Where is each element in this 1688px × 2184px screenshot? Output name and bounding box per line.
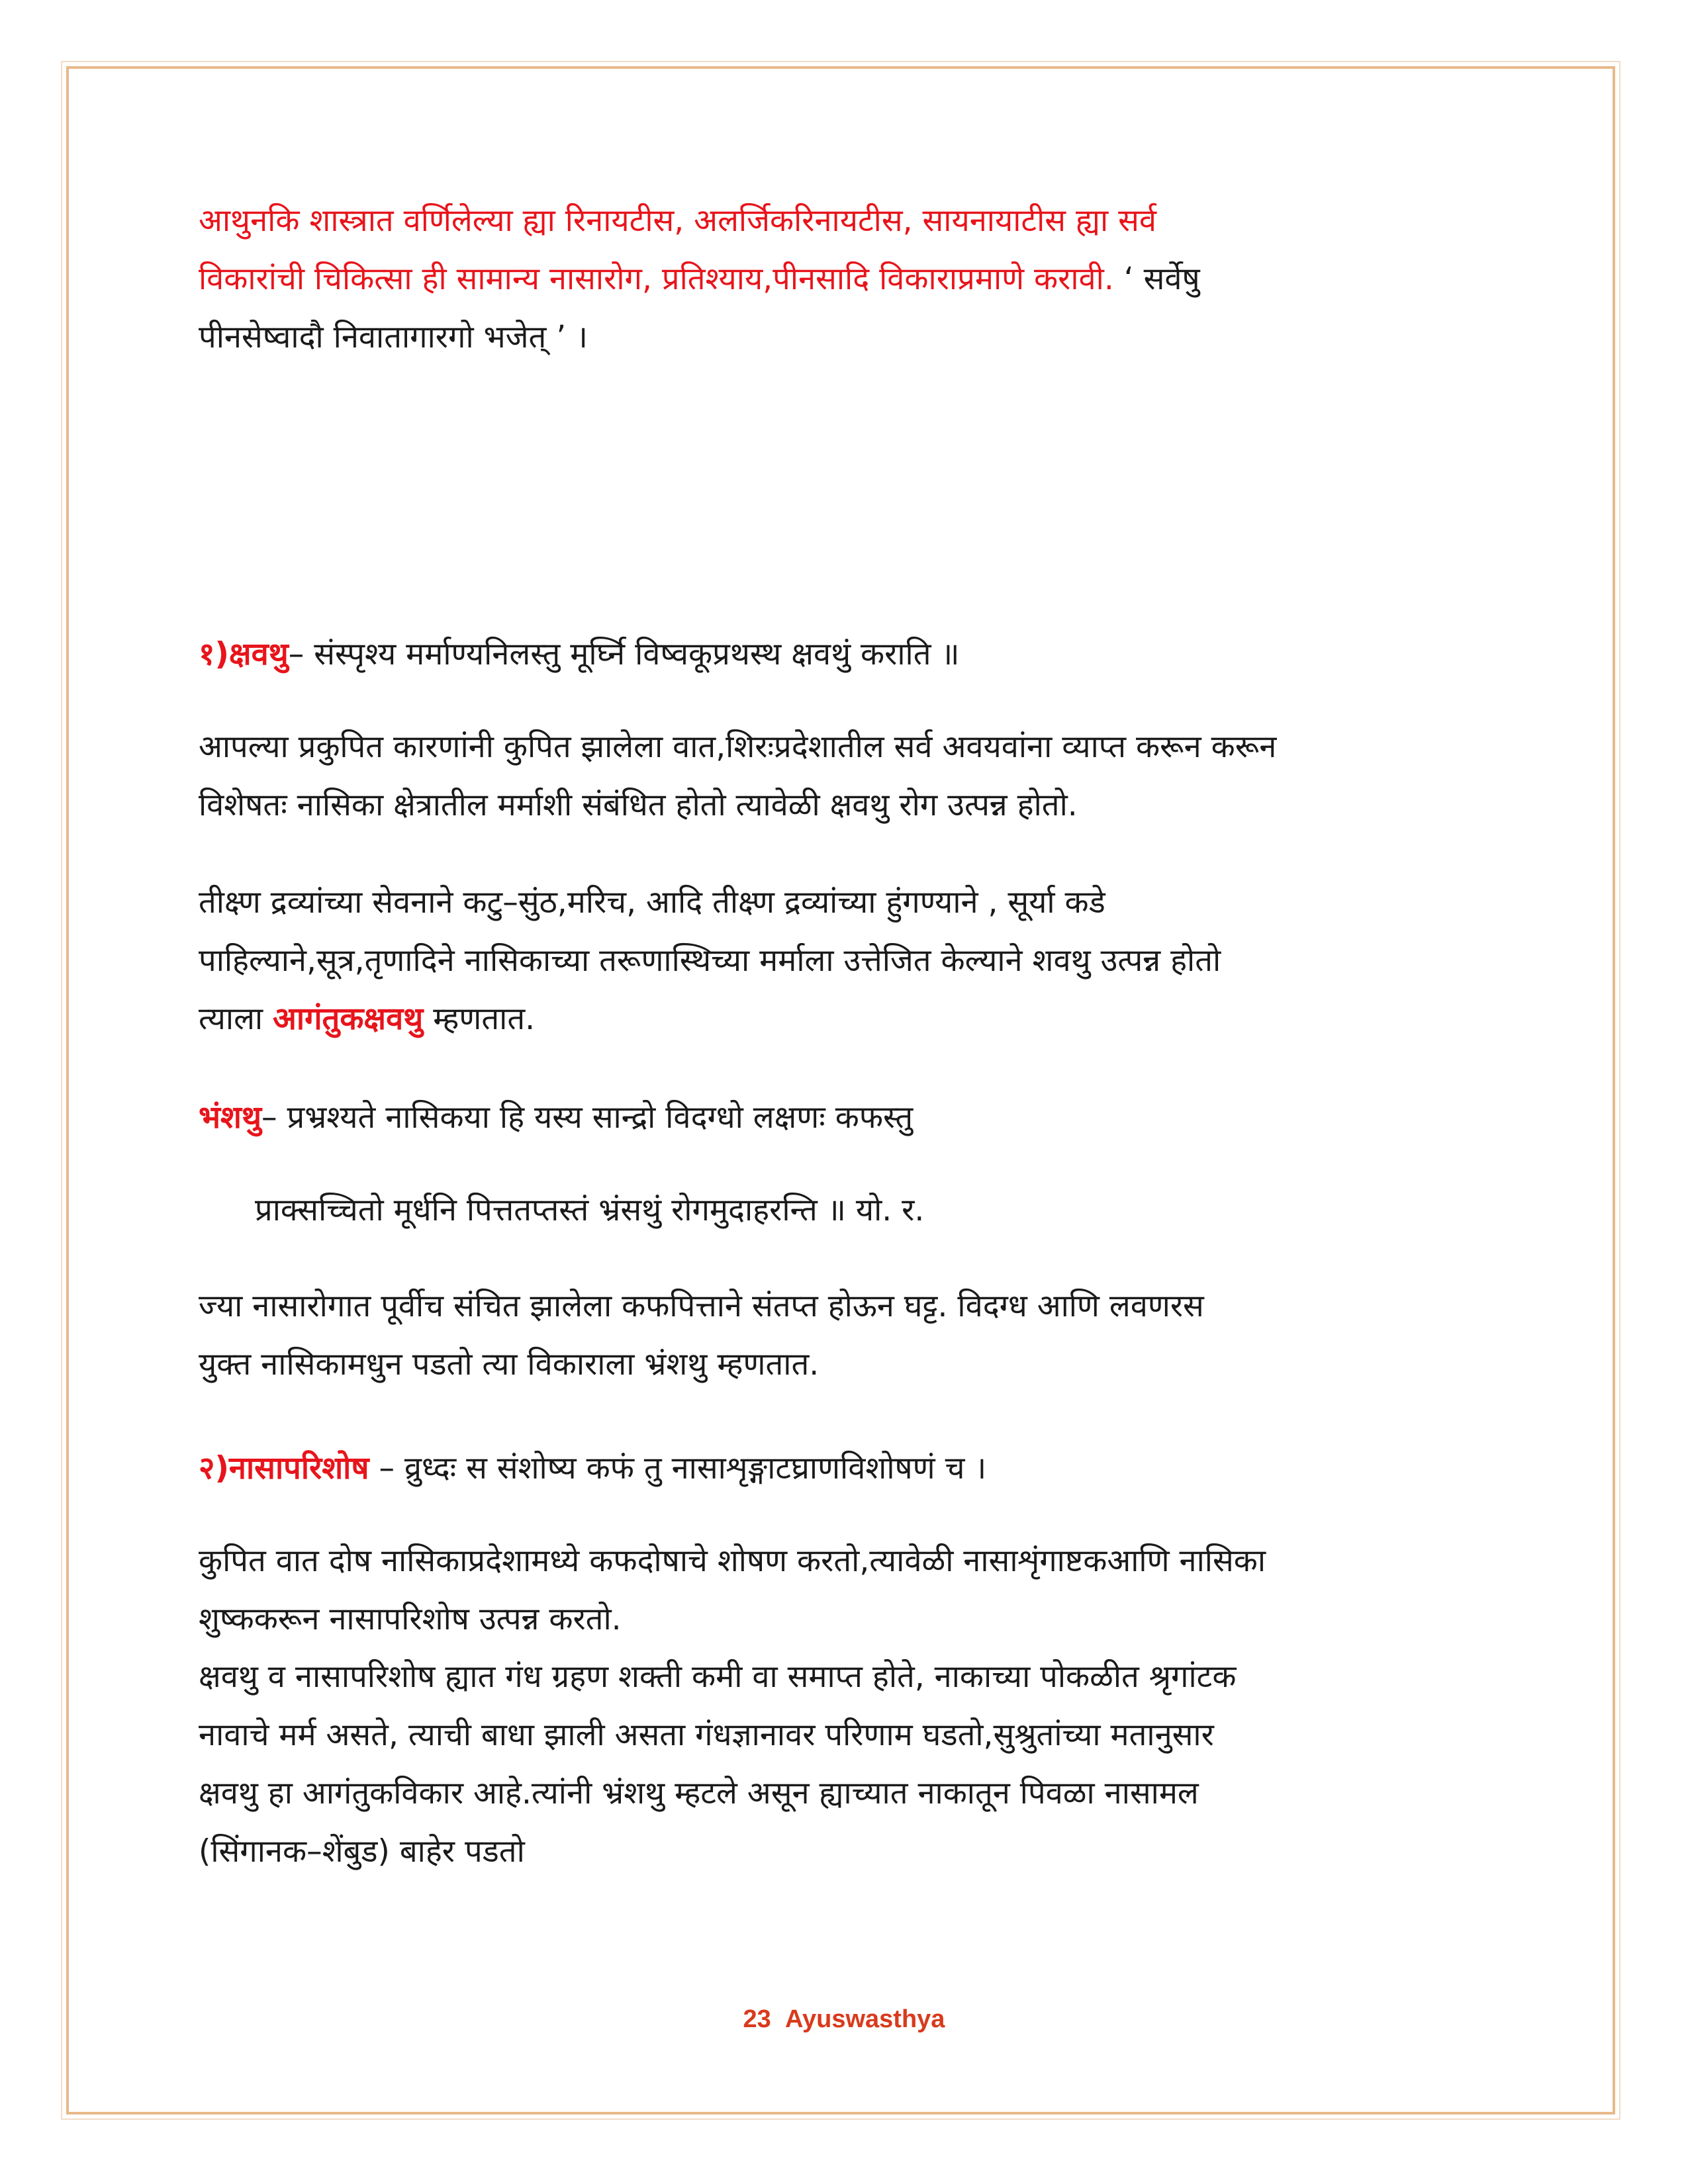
kshavathu-heading-line xyxy=(199,625,1496,684)
aagantuk-kshavathu-term: आगंतुकक्षवथु xyxy=(273,1001,424,1037)
nasaparishosh-p2-line-4: (सिंगानक–शेंबुड) बाहेर पडतो xyxy=(199,1833,525,1870)
kshavathu-shloka: – संस्पृश्य मर्माण्यनिलस्तु मूर्घ्नि विष्वकूप्रथस्थ क्षवथुं कराति ॥ xyxy=(288,636,960,672)
page-footer xyxy=(0,2005,1688,2034)
kshavathu-paragraph-2 xyxy=(199,874,1496,1048)
nasaparishosh-p1-line-2: शुष्ककरून नासापरिशोष उत्पन्न करतो. xyxy=(199,1601,622,1637)
bhranshathu-heading: भंशथु xyxy=(199,1099,262,1136)
intro-line-2 xyxy=(199,250,1496,308)
kshavathu-p1-line-2: विशेषतः नासिका क्षेत्रातील मर्माशी संबंधित होतो त्यावेळी क्षवथु रोग उत्पन्न होतो. xyxy=(199,787,1078,823)
kshavathu-p2-line-1: तीक्ष्ण द्रव्यांच्या सेवनाने कटु–सुंठ,मरिच, आदि तीक्ष्ण द्रव्यांच्या हुंगण्याने , सूर्या कडे xyxy=(199,884,1105,921)
kshavathu-paragraph-1 xyxy=(199,718,1496,835)
footer-title: Ayuswasthya xyxy=(784,2005,945,2033)
bhranshathu-line-2: युक्त नासिकामधुन पडतो त्या विकाराला भ्रंशथु म्हणतात. xyxy=(199,1346,820,1383)
bhranshathu-shloka-2-line xyxy=(255,1181,1552,1240)
bhranshathu-heading-line xyxy=(199,1089,1496,1147)
nasaparishosh-p2-line-2: नावाचे मर्म असते, त्याची बाधा झाली असता गंधज्ञानावर परिणाम घडतो,सुश्रुतांच्या मतानुसार xyxy=(199,1717,1214,1753)
intro-line-2-red: विकारांची चिकित्सा ही सामान्य नासारोग, प्रतिश्याय,पीनसादि विकाराप्रमाणे करावी. xyxy=(199,261,1114,297)
kshavathu-heading: १)क्षवथु xyxy=(199,636,289,672)
nasaparishosh-paragraph-1 xyxy=(199,1532,1496,1649)
kshavathu-p2-post: म्हणतात. xyxy=(423,1001,536,1037)
kshavathu-p2-pre: त्याला xyxy=(199,1001,273,1037)
kshavathu-p2-line-3 xyxy=(199,990,1496,1048)
nasaparishosh-p2-line-1: क्षवथु व नासापरिशोष ह्यात गंध ग्रहण शक्ती कमी वा समाप्त होते, नाकाच्या पोकळीत श्रृगांटक xyxy=(199,1659,1237,1695)
page-number: 23 xyxy=(743,2005,771,2033)
nasaparishosh-heading-line xyxy=(199,1439,1496,1498)
bhranshathu-shloka-1: – प्रभ्रश्यते नासिकया हि यस्य सान्द्रो विदग्धो लक्षणः कफस्तु xyxy=(261,1099,914,1136)
nasaparishosh-paragraph-2 xyxy=(199,1648,1496,1881)
intro-line-1: आथुनकि शास्त्रात वर्णिलेल्या ह्या रिनायटीस, अलर्जिकरिनायटीस, सायनायाटीस ह्या सर्व xyxy=(199,203,1156,239)
bhranshathu-line-1: ज्या नासारोगात पूर्वीच संचित झालेला कफपित्ताने संतप्त होऊन घट्ट. विदग्ध आणि लवणरस xyxy=(199,1288,1204,1324)
nasaparishosh-shloka: – व्रुध्दः स संशोष्य कफं तु नासाशृङ्गाटघ्राणविशोषणं च । xyxy=(369,1450,987,1486)
nasaparishosh-p2-line-3: क्षवथु हा आगंतुकविकार आहे.त्यांनी भ्रंशथु म्हटले असून ह्याच्यात नाकातून पिवळा नासामल xyxy=(199,1775,1199,1811)
intro-line-3: पीनसेष्वादौ निवातागारगो भजेत् ’ । xyxy=(199,319,588,355)
bhranshathu-paragraph xyxy=(199,1277,1496,1394)
bhranshathu-shloka-2: प्राक्सच्चितो मूर्धनि पित्ततप्तस्तं भ्रंसथुं रोगमुदाहरन्ति ॥ यो. र. xyxy=(255,1192,925,1228)
intro-line-2-quote: ‘ सर्वेषु xyxy=(1113,261,1200,297)
nasaparishosh-heading: २)नासापरिशोष xyxy=(199,1450,369,1486)
intro-paragraph xyxy=(199,192,1496,367)
nasaparishosh-p1-line-1: कुपित वात दोष नासिकाप्रदेशामध्ये कफदोषाचे शोषण करतो,त्यावेळी नासाशृंगाष्टकआणि नासिका xyxy=(199,1543,1266,1579)
kshavathu-p1-line-1: आपल्या प्रकुपित कारणांनी कुपित झालेला वात,शिरःप्रदेशातील सर्व अवयवांना व्याप्त करून करून xyxy=(199,729,1277,765)
kshavathu-p2-line-2: पाहिल्याने,सूत्र,तृणादिने नासिकाच्या तरूणास्थिच्या मर्माला उत्तेजित केल्याने शवथु उत्पन्न होतो xyxy=(199,942,1221,979)
